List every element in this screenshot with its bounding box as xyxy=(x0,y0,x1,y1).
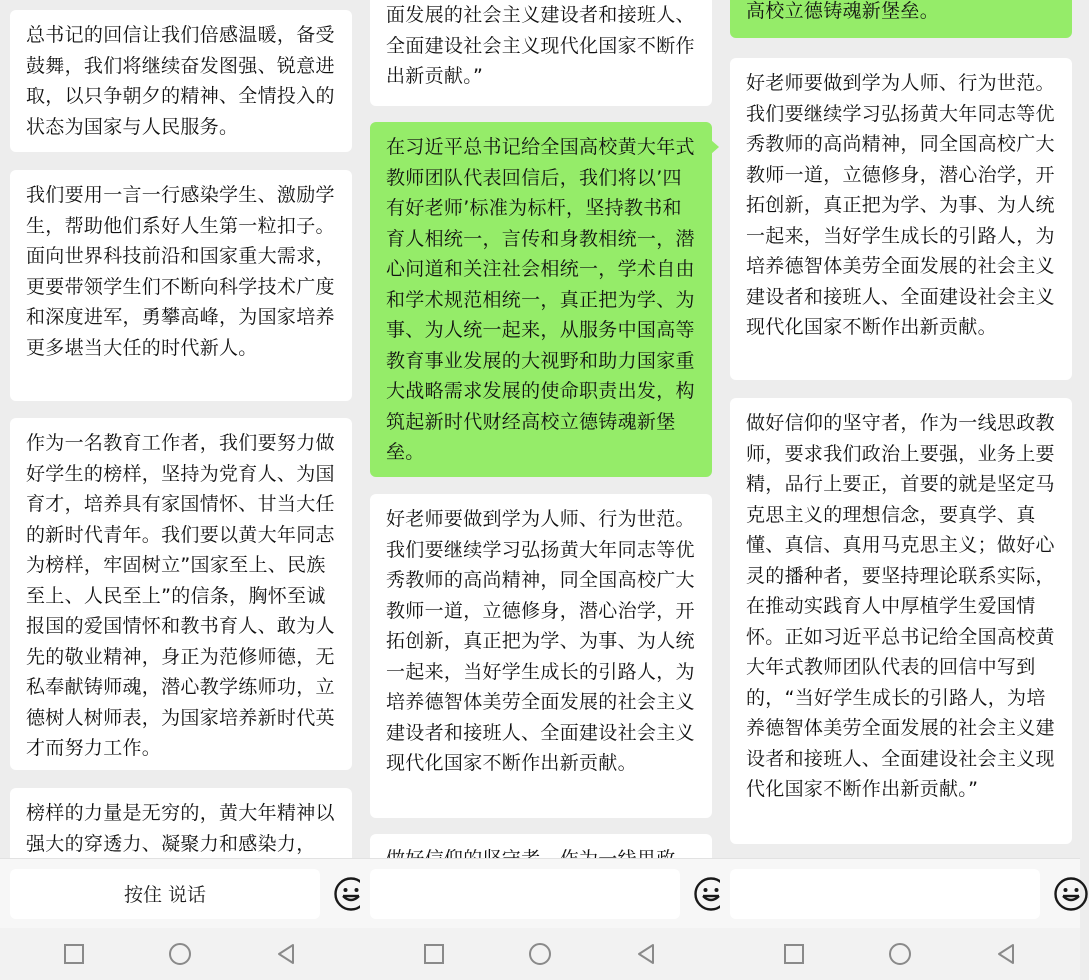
square-nav-icon[interactable] xyxy=(62,942,86,966)
message-bubble[interactable]: 好老师要做到学为人师、行为世范。我们要继续学习弘扬黄大年同志等优秀教师的高尚精神，同全国高校广大教师一道，立德修身，潜心治学，开拓创新，真正把为学、为事、为人统一起来，当好学生成长的引路人，为培养德智体美劳全面发展的社会主义建设者和接班人、全面建设社会主义现代化国家不断作出新贡献。 xyxy=(730,58,1072,380)
system-nav-bar xyxy=(360,928,720,980)
chat-panel-2 xyxy=(360,0,720,980)
message-bubble[interactable]: 总书记的回信让我们倍感温暖，备受鼓舞，我们将继续奋发图强、锐意进取，以只争朝夕的精神、全情投入的状态为国家与人民服务。 xyxy=(10,10,352,152)
message-text: 在习近平总书记给全国高校黄大年式教师团队代表回信后，我们将以’四有好老师’标准为标杆，坚持教书和育人相统一，言传和身教相统一，潜心问道和关注社会相统一，学术自由和学术规范相统一，真正把为学、为事、为人统一起来，从服务中国高等教育事业发展的大视野和助力国家重大战略需求发展的使命职责出发，构筑起新时代财经高校立德铸魂新堡垒。 xyxy=(386,136,695,463)
input-bar xyxy=(720,858,1080,928)
message-bubble[interactable]: 做好信仰的坚守者，作为一线思政教师，要求我们政治上要强，业务上要精，品行上要正，首要的就是坚定马克思主义的理想信念，要真学、真懂、真信、真用马克思主义；做好心灵的播种者，要坚持理论联系实际，在推动实践育人中厚植学生爱国情怀。正如习近平总书记给全国高校黄大年式教师团队代表的回信中写到的，“当好学生成长的引路人，为培养德智体美劳全面发展的社会主义建设者和接班人、全面建设社会主义现代化国家不断作出新贡献。” xyxy=(730,398,1072,844)
message-list[interactable] xyxy=(0,0,360,858)
chat-panel-3 xyxy=(720,0,1080,980)
input-bar xyxy=(0,858,360,928)
bubble-tail xyxy=(711,140,719,154)
message-input[interactable] xyxy=(730,869,1040,919)
message-bubble[interactable]: 我们要用一言一行感染学生、激励学生，帮助他们系好人生第一粒扣子。面向世界科技前沿和国家重大需求，更要带领学生们不断向科学技术广度和深度进军，勇攀高峰，为国家培养更多堪当大任的时代新人。 xyxy=(10,170,352,401)
square-nav-icon[interactable] xyxy=(782,942,806,966)
message-bubble[interactable]: 作为一名教育工作者，我们要努力做好学生的榜样，坚持为党育人、为国育才，培养具有家国情怀、甘当大任的新时代青年。我们要以黄大年同志为榜样，牢固树立”国家至上、民族至上、人民至上”的信条，胸怀至诚报国的爱国情怀和教书育人、敢为人先的敬业精神，身正为范修师德，无私奉献铸师魂，潜心教学练师功，立德树人树师表，为国家培养新时代英才而努力工作。 xyxy=(10,418,352,770)
square-nav-icon[interactable] xyxy=(422,942,446,966)
message-bubble[interactable]: 面发展的社会主义建设者和接班人、全面建设社会主义现代化国家不断作出新贡献。” xyxy=(370,0,712,106)
chat-panel-1 xyxy=(0,0,360,980)
message-bubble[interactable]: 榜样的力量是无穷的，黄大年精神以强大的穿透力、凝聚力和感染力， xyxy=(10,788,352,898)
message-input[interactable] xyxy=(370,869,680,919)
message-text: 高校立德铸魂新堡垒。 xyxy=(746,0,940,22)
input-bar xyxy=(360,858,720,928)
back-triangle-icon[interactable] xyxy=(634,942,658,966)
sent-message-bubble[interactable] xyxy=(730,0,1072,38)
sent-message-bubble[interactable] xyxy=(370,122,712,477)
emoji-icon[interactable] xyxy=(1053,876,1089,912)
back-triangle-icon[interactable] xyxy=(994,942,1018,966)
back-triangle-icon[interactable] xyxy=(274,942,298,966)
circle-nav-icon[interactable] xyxy=(528,942,552,966)
message-bubble[interactable]: 好老师要做到学为人师、行为世范。我们要继续学习弘扬黄大年同志等优秀教师的高尚精神，同全国高校广大教师一道，立德修身，潜心治学，开拓创新，真正把为学、为事、为人统一起来，当好学生成长的引路人，为培养德智体美劳全面发展的社会主义建设者和接班人、全面建设社会主义现代化国家不断作出新贡献。 xyxy=(370,494,712,818)
hold-to-talk-button[interactable]: 按住 说话 xyxy=(10,869,320,919)
circle-nav-icon[interactable] xyxy=(888,942,912,966)
message-list[interactable] xyxy=(720,0,1080,858)
circle-nav-icon[interactable] xyxy=(168,942,192,966)
system-nav-bar xyxy=(0,928,360,980)
system-nav-bar xyxy=(720,928,1080,980)
message-list[interactable] xyxy=(360,0,720,858)
